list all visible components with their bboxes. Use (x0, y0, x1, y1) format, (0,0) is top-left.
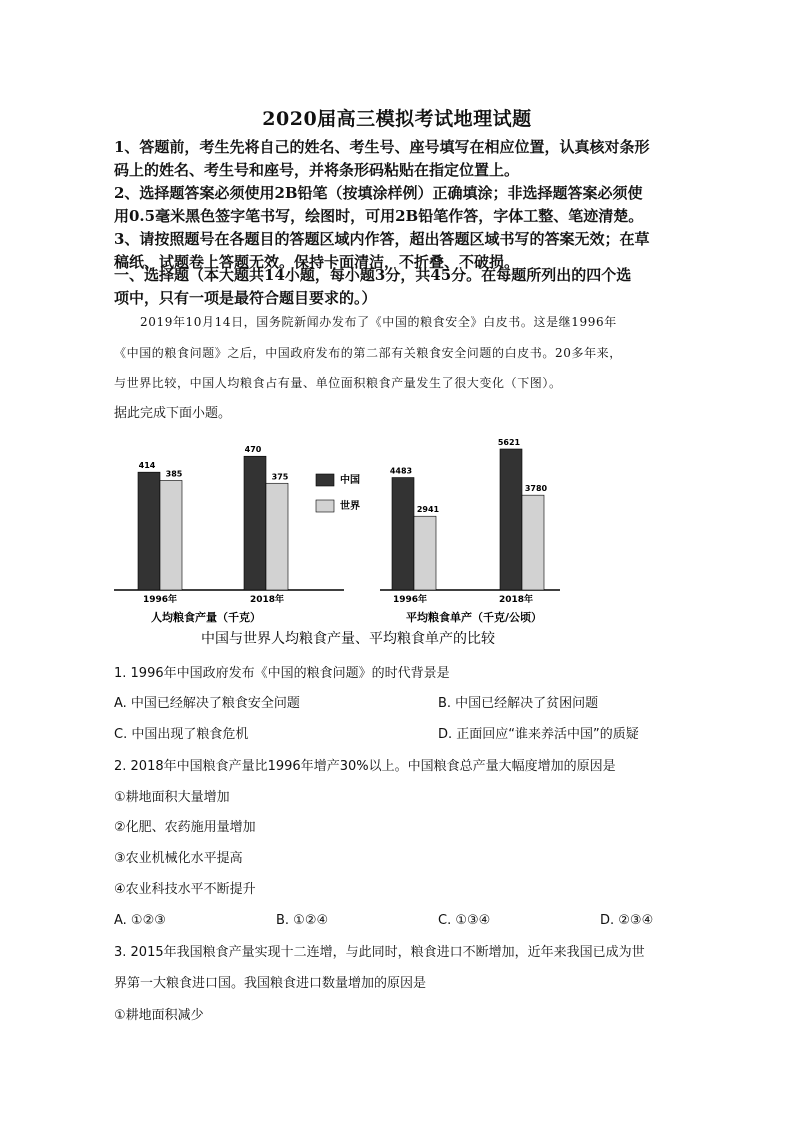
panel1-xlabel: 人均粮食产量（千克） (151, 611, 261, 624)
passage-line: 与世界比较，中国人均粮食占有量、单位面积粮食产量发生了很大变化（下图）。 (114, 376, 562, 390)
data-label-世界-1996年: 2941 (416, 505, 440, 515)
chart-title: 中国与世界人均粮食产量、平均粮食单产的比较 (201, 631, 495, 647)
question-2-stem: 2. 2018年中国粮食产量比1996年增产30%以上。中国粮食总产量大幅度增加的原因是 (114, 759, 616, 774)
question-3-stem-line: 3. 2015年我国粮食产量实现十二连增，与此同时，粮食进口不断增加，近年来我国已成为世 (114, 945, 645, 960)
bar-中国-2018年 (244, 456, 266, 590)
instruction-line: 3、请按照题号在各题目的答题区域内作答，超出答题区域书写的答案无效；在草 (114, 230, 650, 248)
bar-世界-1996年 (160, 480, 182, 590)
passage-line: 2019年10月14日，国务院新闻办发布了《中国的粮食安全》白皮书。这是继1996年 (140, 315, 617, 329)
section-heading: 项中，只有一项是最符合题目要求的。） (114, 289, 377, 307)
question-2-option-a[interactable]: A. ①②③ (114, 913, 166, 928)
lead-in: 据此完成下面小题。 (114, 406, 232, 421)
question-2-item: ④农业科技水平不断提升 (114, 882, 256, 897)
question-3-stem-line: 界第一大粮食进口国。我国粮食进口数量增加的原因是 (114, 976, 427, 991)
instruction-line: 1、答题前，考生先将自己的姓名、考生号、座号填写在相应位置，认真核对条形 (114, 138, 650, 156)
bar-世界-2018年 (522, 495, 544, 590)
legend-swatch-world (316, 500, 334, 512)
question-3-item: ①耕地面积减少 (114, 1008, 204, 1023)
legend-label-world: 世界 (340, 501, 360, 512)
bar-中国-1996年 (392, 478, 414, 590)
instruction-line: 稿纸、试题卷上答题无效。保持卡面清洁，不折叠、不破损。 (114, 253, 520, 271)
legend-swatch-china (316, 474, 334, 486)
instruction-line: 2、选择题答案必须使用2B铅笔（按填涂样例）正确填涂；非选择题答案必须使 (114, 184, 643, 202)
question-1-option-a[interactable]: A. 中国已经解决了粮食安全问题 (114, 696, 300, 711)
question-1-option-c[interactable]: C. 中国出现了粮食危机 (114, 727, 249, 742)
bar-中国-2018年 (500, 449, 522, 590)
question-2-item: ③农业机械化水平提高 (114, 851, 243, 866)
grain-comparison-chart (114, 430, 584, 652)
question-1-option-d[interactable]: D. 正面回应“谁来养活中国”的质疑 (438, 727, 639, 742)
section-heading: 一、选择题（本大题共14小题，每小题3分，共45分。在每题所列出的四个选 (114, 266, 632, 284)
legend-label-china: 中国 (340, 475, 360, 486)
panel2-xlabel: 平均粮食单产（千克/公顷） (405, 611, 543, 624)
data-label-中国-1996年: 414 (138, 461, 156, 471)
question-2-option-c[interactable]: C. ①③④ (438, 913, 491, 928)
data-label-世界-1996年: 385 (165, 469, 183, 479)
panel2-tick-1996: 1996年 (392, 595, 428, 605)
panel1-tick-1996: 1996年 (142, 595, 178, 605)
panel1-tick-2018: 2018年 (249, 595, 285, 605)
question-2-option-d[interactable]: D. ②③④ (600, 913, 654, 928)
instruction-line: 用0.5毫米黑色签字笔书写，绘图时，可用2B铅笔作答，字体工整、笔迹清楚。 (114, 207, 644, 225)
question-2-item: ②化肥、农药施用量增加 (114, 820, 256, 835)
question-1-option-b[interactable]: B. 中国已经解决了贫困问题 (438, 696, 599, 711)
bar-世界-1996年 (414, 516, 436, 590)
passage-line: 《中国的粮食问题》之后，中国政府发布的第二部有关粮食安全问题的白皮书。20多年来， (114, 346, 622, 360)
data-label-世界-2018年: 3780 (524, 484, 548, 494)
panel2-tick-2018: 2018年 (498, 595, 534, 605)
data-label-世界-2018年: 375 (271, 472, 289, 482)
data-label-中国-2018年: 470 (244, 445, 262, 455)
data-label-中国-1996年: 4483 (389, 466, 413, 476)
question-1-stem: 1. 1996年中国政府发布《中国的粮食问题》的时代背景是 (114, 666, 450, 681)
data-label-中国-2018年: 5621 (497, 437, 521, 447)
instruction-line: 码上的姓名、考生号和座号，并将条形码粘贴在指定位置上。 (114, 161, 520, 179)
exam-title: 2020届高三模拟考试地理试题 (262, 108, 532, 130)
question-2-option-b[interactable]: B. ①②④ (276, 913, 329, 928)
bar-中国-1996年 (138, 472, 160, 590)
question-2-item: ①耕地面积大量增加 (114, 790, 230, 805)
bar-世界-2018年 (266, 483, 288, 590)
